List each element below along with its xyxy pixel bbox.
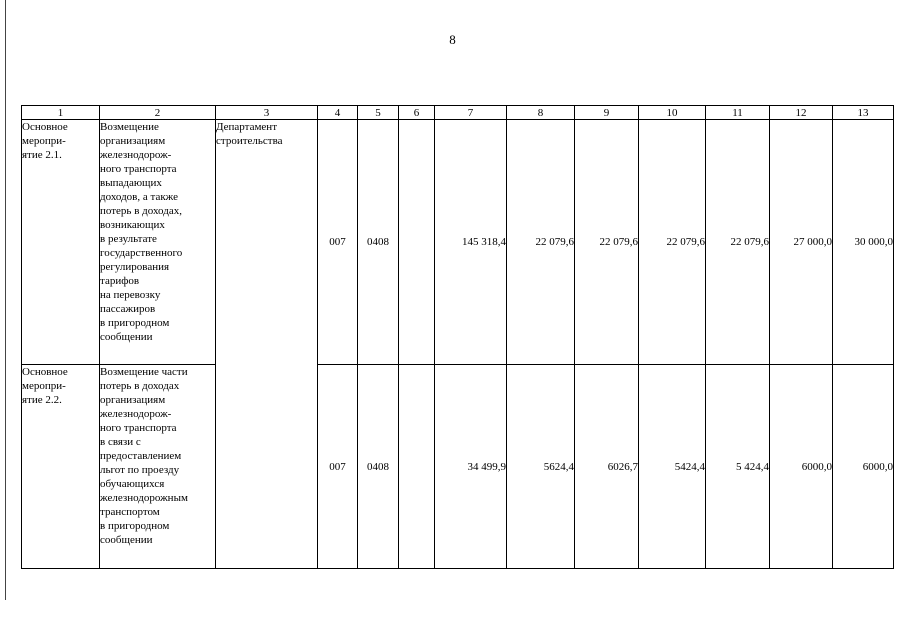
activity-description-cell <box>100 120 216 365</box>
value-cell: 6000,0 <box>770 365 833 569</box>
header-cell: 2 <box>100 106 216 120</box>
activity-description: Возмещение организациям железнодорож- ного транспорта выпадающих доходов, а также потерь в доходах, возникающих в результате государственного регулирования тарифов на перевозку пассажиров в пригородном сообщении <box>100 121 183 343</box>
section-code-cell: 0408 <box>358 120 399 365</box>
activity-description: Возмещение части потерь в доходах организациям железнодорож- ного транспорта в связи с предоставлением льгот по проезду обучающихся железнодорожным транспортом в пригородном сообщении <box>100 366 188 546</box>
activity-name-cell <box>22 365 100 569</box>
value-cell: 30 000,0 <box>833 120 894 365</box>
value-cell: 22 079,6 <box>639 120 706 365</box>
page-number: 8 <box>449 32 456 47</box>
program-table <box>21 105 894 569</box>
responsible-department: Департамент строительства <box>216 121 283 147</box>
header-cell: 12 <box>770 106 833 120</box>
value-cell: 22 079,6 <box>706 120 770 365</box>
activity-name-cell <box>22 120 100 365</box>
activity-description-cell <box>100 365 216 569</box>
value-cell: 5424,4 <box>639 365 706 569</box>
header-cell: 10 <box>639 106 706 120</box>
section-code-cell: 0408 <box>358 365 399 569</box>
activity-name: Основное меропри- ятие 2.2. <box>22 366 68 406</box>
responsible-department-cell <box>216 120 318 569</box>
header-cell: 6 <box>399 106 435 120</box>
header-cell: 7 <box>435 106 507 120</box>
value-cell: 6026,7 <box>575 365 639 569</box>
value-cell: 5624,4 <box>507 365 575 569</box>
empty-cell <box>399 365 435 569</box>
header-cell: 4 <box>318 106 358 120</box>
value-cell: 6000,0 <box>833 365 894 569</box>
header-cell: 9 <box>575 106 639 120</box>
value-cell: 145 318,4 <box>435 120 507 365</box>
header-cell: 3 <box>216 106 318 120</box>
table-row <box>22 365 894 569</box>
activity-name: Основное меропри- ятие 2.1. <box>22 121 68 161</box>
header-cell: 8 <box>507 106 575 120</box>
value-cell: 34 499,9 <box>435 365 507 569</box>
value-cell: 22 079,6 <box>507 120 575 365</box>
header-cell: 11 <box>706 106 770 120</box>
empty-cell <box>399 120 435 365</box>
table-row <box>22 120 894 365</box>
left-margin-rule <box>5 0 6 600</box>
value-cell: 22 079,6 <box>575 120 639 365</box>
header-cell: 1 <box>22 106 100 120</box>
header-cell: 5 <box>358 106 399 120</box>
value-cell: 5 424,4 <box>706 365 770 569</box>
header-row <box>22 106 894 120</box>
code-cell: 007 <box>318 120 358 365</box>
code-cell: 007 <box>318 365 358 569</box>
header-cell: 13 <box>833 106 894 120</box>
value-cell: 27 000,0 <box>770 120 833 365</box>
